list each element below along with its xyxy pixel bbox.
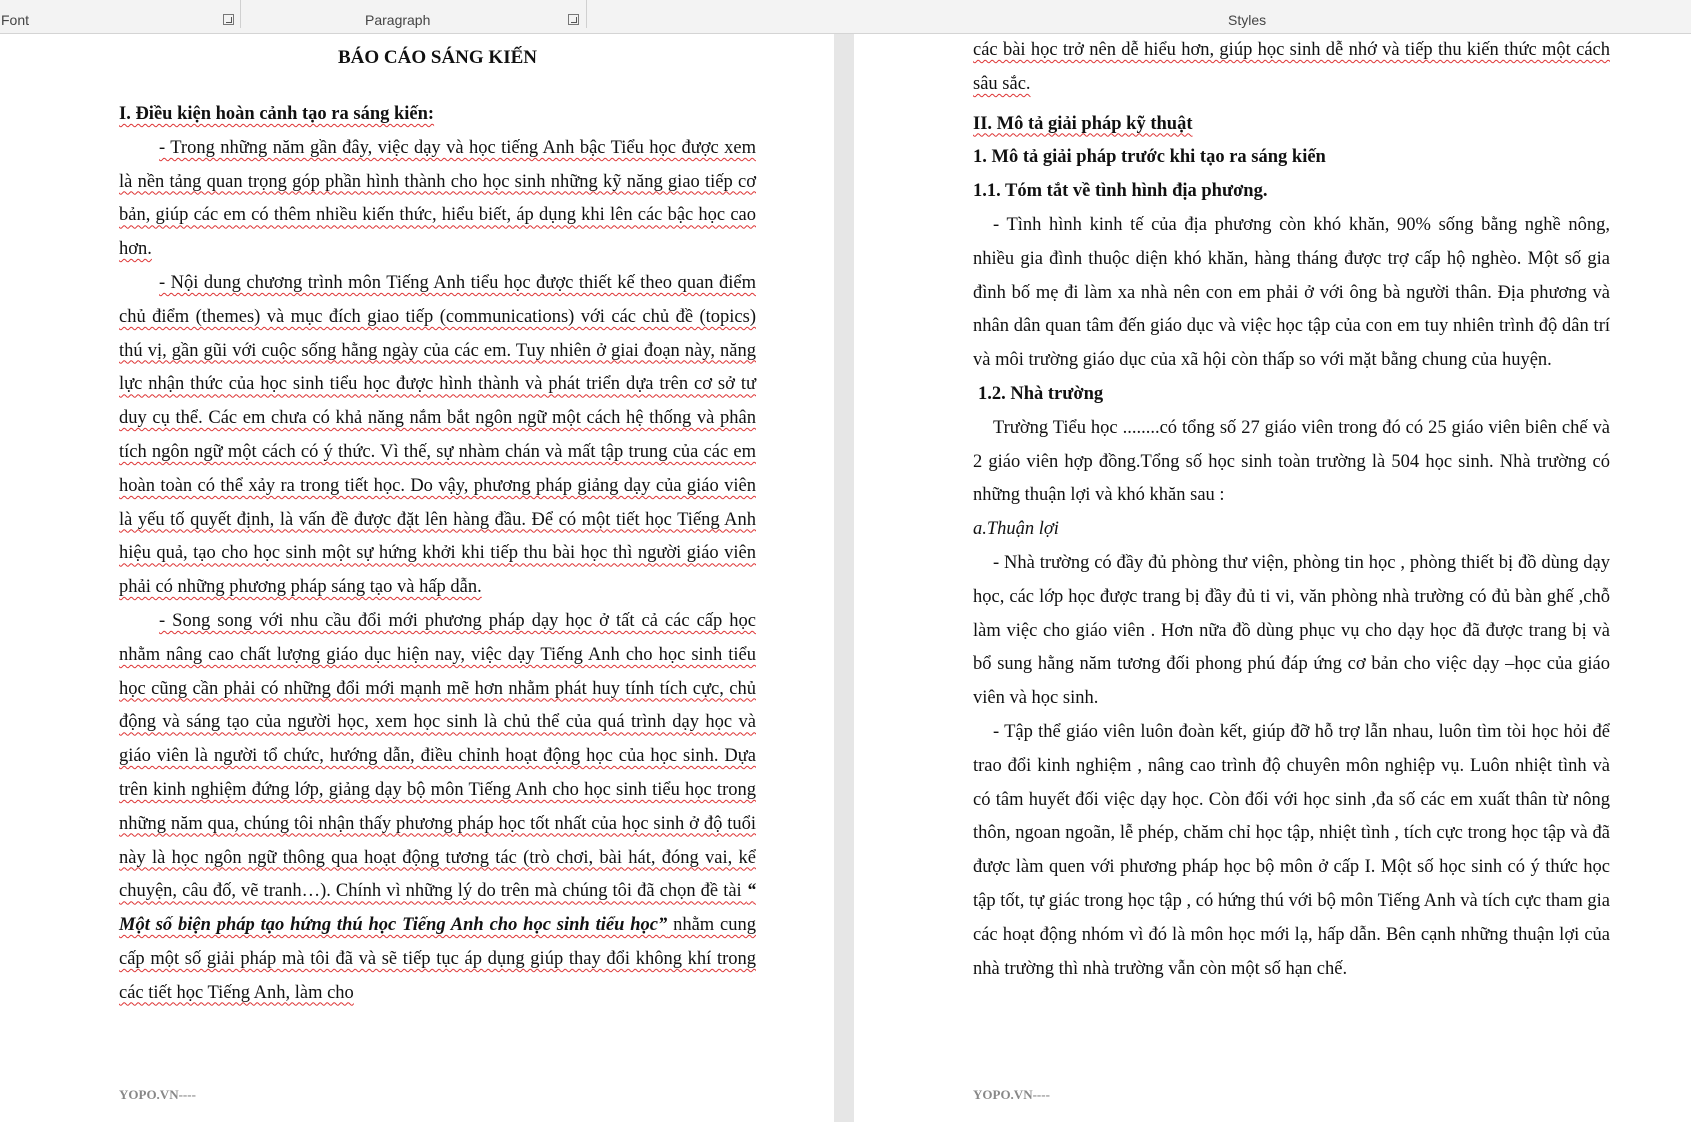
topic-title: “ Một số biện pháp tạo hứng thú học Tiếng Anh cho học sinh tiểu học” bbox=[119, 881, 756, 936]
paragraph-local-situation: - Tình hình kinh tế của địa phương còn khó khăn, 90% sống bằng nghề nông, nhiều gia đình thuộc diện khó khăn, hàng tháng được trợ cấp hộ nghèo. Một số gia đình bố mẹ đi làm xa nhà nên con em phải ở với ông bà người thân. Địa phương và nhân dân quan tâm đến giáo dục và việc học tập của con em tuy nhiên trình độ dân trí và môi trường giáo dục của xã hội còn thấp so với mặt bằng chung của huyện. bbox=[973, 214, 1610, 371]
paragraph-3-end: nhằm cung cấp một số giải pháp mà tôi đã và sẽ tiếp tục áp dụng giúp thay đổi không khí trong các tiết học Tiếng Anh, làm cho bbox=[119, 915, 757, 1003]
styles-group-label: Styles bbox=[1228, 12, 1267, 28]
paragraph-group bbox=[241, 0, 586, 33]
ribbon-group-labels bbox=[0, 0, 1691, 34]
paragraph-3 bbox=[119, 605, 756, 1011]
paragraph-dialog-launcher-icon[interactable] bbox=[568, 14, 579, 25]
document-page-left[interactable] bbox=[0, 34, 834, 1122]
font-dialog-launcher-icon[interactable] bbox=[223, 14, 234, 25]
subheading-1-1: 1.1. Tóm tắt về tình hình địa phương. bbox=[973, 181, 1268, 202]
paragraph-3-start: - Song song với nhu cầu đổi mới phương pháp dạy học ở tất cả các cấp học nhằm nâng cao chất lượng giáo dục hiện nay, việc dạy Tiếng Anh cho học sinh tiểu học cũng cần phải có những đổi mới mạnh mẽ hơn nhằm phát huy tính tích cực, chủ động và sáng tạo của người học, xem học sinh là chủ thể của quá trình dạy học và giáo viên là người tổ chức, hướng dẫn, điều chỉnh hoạt động học của học sinh. Dựa trên kinh nghiệm đứng lớp, giảng dạy bộ môn Tiếng Anh cho học sinh tiểu học trong những năm qua, chúng tôi nhận thấy phương pháp học tốt nhất của học sinh ở độ tuổi này là học ngôn ngữ thông qua hoạt động tương tác (trò chơi, bài hát, đóng vai, kể chuyện, câu đố, vẽ tranh…). Chính vì những lý do trên mà chúng tôi đã chọn đề tài bbox=[119, 610, 756, 902]
subheading-1: 1. Mô tả giải pháp trước khi tạo ra sáng kiến bbox=[973, 147, 1326, 168]
continued-paragraph: các bài học trở nên dễ hiểu hơn, giúp học sinh dễ nhớ và tiếp thu kiến thức một cách sâu sắc. bbox=[973, 40, 1610, 94]
styles-group bbox=[587, 0, 1691, 33]
paragraph-group-label: Paragraph bbox=[365, 12, 431, 28]
section-heading-2: II. Mô tả giải pháp kỹ thuật bbox=[973, 113, 1193, 134]
section-heading-1: I. Điều kiện hoàn cảnh tạo ra sáng kiến: bbox=[119, 104, 435, 124]
font-group-label: Font bbox=[1, 12, 30, 28]
report-title: BÁO CÁO SÁNG KIẾN bbox=[338, 47, 537, 68]
document-page-right[interactable] bbox=[854, 34, 1691, 1122]
subheading-1-2: 1.2. Nhà trường bbox=[978, 383, 1104, 404]
page-body bbox=[119, 38, 756, 1011]
page-body bbox=[973, 34, 1610, 986]
paragraph-1: - Trong những năm gần đây, việc dạy và học tiếng Anh bậc Tiểu học được xem là nền tảng quan trọng góp phần hình thành cho học sinh những kỹ năng giao tiếp cơ bản, giúp các em có thêm nhiều kiến thức, hiểu biết, áp dụng khi lên các bậc học cao hơn. bbox=[119, 137, 756, 260]
paragraph-advantage-2: - Tập thể giáo viên luôn đoàn kết, giúp đỡ hỗ trợ lẫn nhau, luôn tìm tòi học hỏi để trao đổi kinh nghiệm , nâng cao trình độ chuyên môn nghiệp vụ. Luôn nhiệt tình và có tâm huyết đối việc dạy học. Còn đối với học sinh ,đa số các em xuất thân từ nông thôn, ngoan ngoãn, lễ phép, chăm chỉ học tập, nhiệt tình , tích cực trong học tập và đã được làm quen với phương pháp học bộ môn ở cấp I. Một số học sinh có ý thức học tập tốt, tự giác trong học tập , có hứng thú với bộ môn Tiếng Anh và tích cực tham gia các hoạt động nhóm vì đó là môn học mới lạ, hấp dẫn. Bên cạnh những thuận lợi của nhà trường thì nhà trường vẫn còn một số hạn chế. bbox=[973, 721, 1610, 979]
font-group bbox=[0, 0, 240, 33]
page-footer-right: YOPO.VN---- bbox=[973, 1087, 1050, 1102]
paragraph-2: - Nội dung chương trình môn Tiếng Anh tiểu học được thiết kế theo quan điểm chủ điểm (themes) và mục đích giao tiếp (communications) với các chủ đề (topics) thú vị, gần gũi với cuộc sống hằng ngày của các em. Tuy nhiên ở giai đoạn này, năng lực nhận thức của học sinh tiểu học được hình thành và phát triển dựa trên cơ sở tư duy cụ thể. Các em chưa có khả năng nắm bắt ngôn ngữ một cách hệ thống và phân tích ngôn ngữ một cách có ý thức. Vì thế, sự nhàm chán và mất tập trung của các em hoàn toàn có thể xảy ra trong tiết học. Do vậy, phương pháp giảng dạy của giáo viên là yếu tố quyết định, là vấn đề được đặt lên hàng đầu. Để có một tiết học Tiếng Anh hiệu quả, tạo cho học sinh một sự hứng khởi khi tiếp thu bài học thì người giáo viên phải có những phương pháp sáng tạo và hấp dẫn. bbox=[119, 272, 756, 598]
subheading-advantages: a.Thuận lợi bbox=[973, 519, 1059, 540]
paragraph-advantage-1: - Nhà trường có đầy đủ phòng thư viện, phòng tin học , phòng thiết bị đồ dùng dạy học, các lớp học được trang bị đầy đủ ti vi, văn phòng nhà trường có đủ bàn ghế ,chỗ làm việc cho giáo viên . Hơn nữa đồ dùng phục vụ cho dạy học đã được trang bị và bổ sung hằng năm tương đối phong phú đáp ứng cơ bản cho việc dạy –học của giáo viên và học sinh. bbox=[973, 552, 1610, 709]
page-footer-left: YOPO.VN---- bbox=[119, 1087, 196, 1102]
paragraph-school: Trường Tiểu học ........có tổng số 27 giáo viên trong đó có 25 giáo viên biên chế và 2 giáo viên hợp đồng.Tổng số học sinh toàn trường là 504 học sinh. Nhà trường có những thuận lợi và khó khăn sau : bbox=[973, 417, 1610, 506]
